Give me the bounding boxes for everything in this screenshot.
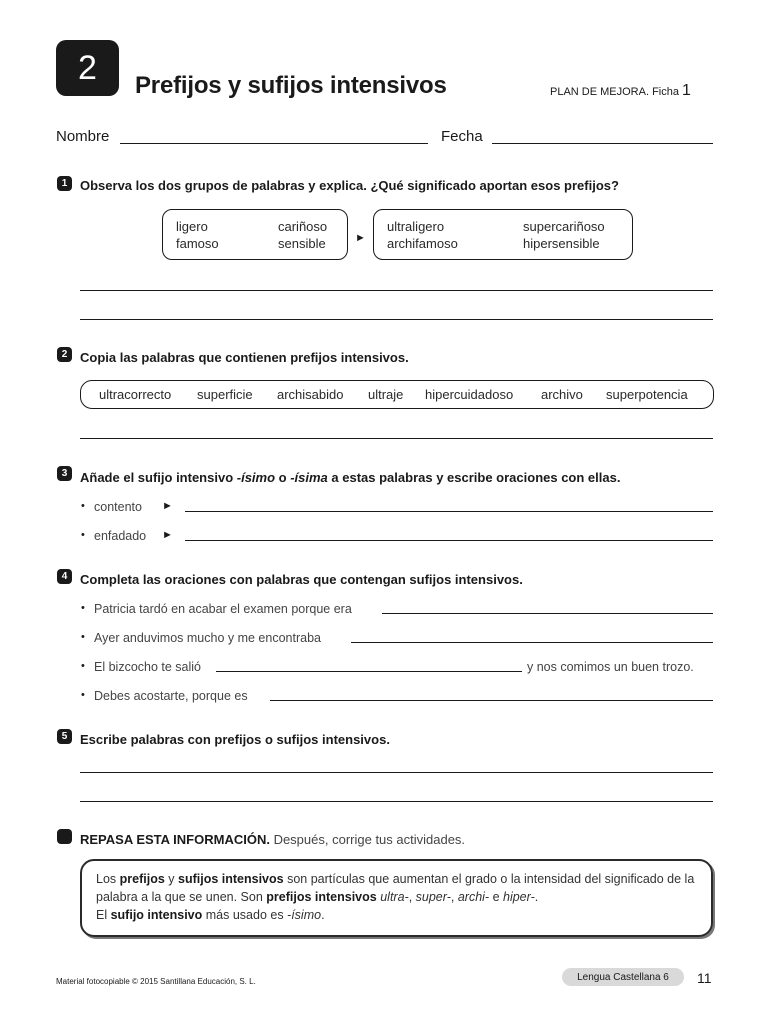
review-heading — [80, 832, 465, 847]
info-text-italic: super- — [415, 890, 451, 904]
info-text — [96, 870, 706, 924]
answer-line[interactable] — [80, 319, 713, 320]
date-label: Fecha — [441, 128, 483, 145]
info-text-part: e — [489, 890, 503, 904]
name-label: Nombre — [56, 128, 110, 145]
word-list-item: superficie — [197, 387, 253, 402]
word-box-item: archifamoso — [387, 236, 458, 251]
bullet: • — [81, 631, 85, 643]
question-1-text: Observa los dos grupos de palabras y explica. ¿Qué significado aportan esos prefijos? — [80, 178, 619, 193]
answer-line[interactable] — [351, 642, 713, 643]
unit-number-badge — [56, 40, 119, 96]
q3-text-part: o — [275, 470, 291, 485]
list-item-end: y nos comimos un buen trozo. — [527, 660, 694, 674]
info-text-bold: sufijos intensivos — [178, 872, 284, 886]
info-text-part: y — [164, 872, 178, 886]
word-box-item: cariñoso — [278, 219, 328, 234]
info-text-part: Los — [96, 872, 120, 886]
arrow-right-icon: ► — [162, 529, 173, 541]
info-text-part: . — [321, 908, 325, 922]
answer-line[interactable] — [216, 671, 522, 672]
q3-suffix: -ísimo — [236, 470, 276, 485]
info-text-bold: prefijos — [119, 872, 165, 886]
info-text-part: El — [96, 908, 111, 922]
name-field-line[interactable] — [120, 143, 428, 144]
word-list-item: superpotencia — [606, 387, 688, 402]
copyright-notice: Material fotocopiable © 2015 Santillana Educación, S. L. — [56, 977, 256, 986]
list-item: El bizcocho te salió — [94, 660, 202, 674]
info-text-part: , — [408, 890, 416, 904]
bullet: • — [81, 689, 85, 701]
plan-label — [550, 82, 691, 100]
q3-suffix: -ísima — [290, 470, 328, 485]
word-box-item: ligero — [176, 219, 208, 234]
question-number-3: 3 — [57, 466, 72, 481]
bullet: • — [81, 500, 85, 512]
info-text-bold: prefijos intensivos — [266, 890, 377, 904]
answer-line[interactable] — [185, 511, 713, 512]
word-list-item: hipercuidadoso — [425, 387, 514, 402]
bullet: • — [81, 660, 85, 672]
list-item: Ayer anduvimos mucho y me encontraba — [94, 631, 321, 645]
info-text-part: . — [534, 890, 539, 904]
info-text-bold: sufijo intensivo — [110, 908, 203, 922]
info-text-part: más usado es — [202, 908, 288, 922]
review-marker — [57, 829, 72, 844]
answer-line[interactable] — [270, 700, 713, 701]
list-item: contento — [94, 500, 142, 514]
answer-line[interactable] — [382, 613, 713, 614]
info-text-italic: -ísimo — [287, 908, 322, 922]
plan-text: PLAN DE MEJORA. Ficha — [550, 86, 679, 98]
word-list-item: ultracorrecto — [99, 387, 172, 402]
word-box-item: supercariñoso — [523, 219, 605, 234]
info-text-part: son partículas que aumentan el grado o la intensidad del significado de la palabra a la que se unen. Son — [96, 872, 695, 904]
word-list-item: ultraje — [368, 387, 404, 402]
prefixed-words-box — [373, 209, 633, 260]
question-number-1: 1 — [57, 176, 72, 191]
subject-label: Lengua Castellana 6 — [577, 971, 669, 983]
question-number-5: 5 — [57, 729, 72, 744]
arrow-right-icon: ► — [355, 232, 366, 244]
question-number-2: 2 — [57, 347, 72, 362]
subject-tag — [562, 968, 684, 986]
info-text-italic: hiper- — [503, 890, 535, 904]
question-5-text: Escribe palabras con prefijos o sufijos intensivos. — [80, 732, 390, 747]
review-subtitle: Después, corrige tus actividades. — [269, 832, 466, 847]
question-number-4: 4 — [57, 569, 72, 584]
arrow-right-icon: ► — [162, 500, 173, 512]
info-text-part: , — [450, 890, 458, 904]
bullet: • — [81, 529, 85, 541]
word-box-item: sensible — [278, 236, 326, 251]
q3-text-part: a estas palabras y escribe oraciones con ellas. — [327, 470, 621, 485]
info-text-italic: ultra- — [380, 890, 409, 904]
word-box-item: ultraligero — [387, 219, 445, 234]
unit-number: 2 — [78, 48, 97, 87]
word-box-item: famoso — [176, 236, 219, 251]
info-text-italic: archi- — [457, 890, 490, 904]
word-box-item: hipersensible — [523, 236, 600, 251]
answer-line[interactable] — [80, 772, 713, 773]
question-4-text: Completa las oraciones con palabras que contengan sufijos intensivos. — [80, 572, 523, 587]
answer-line[interactable] — [80, 438, 713, 439]
answer-line[interactable] — [80, 801, 713, 802]
word-list-item: archisabido — [277, 387, 344, 402]
question-3-text — [80, 470, 620, 485]
plan-number: 1 — [682, 82, 691, 99]
answer-line[interactable] — [185, 540, 713, 541]
page-title: Prefijos y sufijos intensivos — [135, 72, 447, 99]
word-list-item: archivo — [541, 387, 583, 402]
review-title: REPASA ESTA INFORMACIÓN. — [80, 832, 270, 847]
list-item: Debes acostarte, porque es — [94, 689, 248, 703]
answer-line[interactable] — [80, 290, 713, 291]
base-words-box — [162, 209, 348, 260]
page-number: 11 — [697, 970, 712, 986]
question-2-text: Copia las palabras que contienen prefijos intensivos. — [80, 350, 409, 365]
q3-text-part: Añade el sufijo intensivo — [80, 470, 237, 485]
date-field-line[interactable] — [492, 143, 713, 144]
bullet: • — [81, 602, 85, 614]
list-item: Patricia tardó en acabar el examen porque era — [94, 602, 352, 616]
list-item: enfadado — [94, 529, 147, 543]
